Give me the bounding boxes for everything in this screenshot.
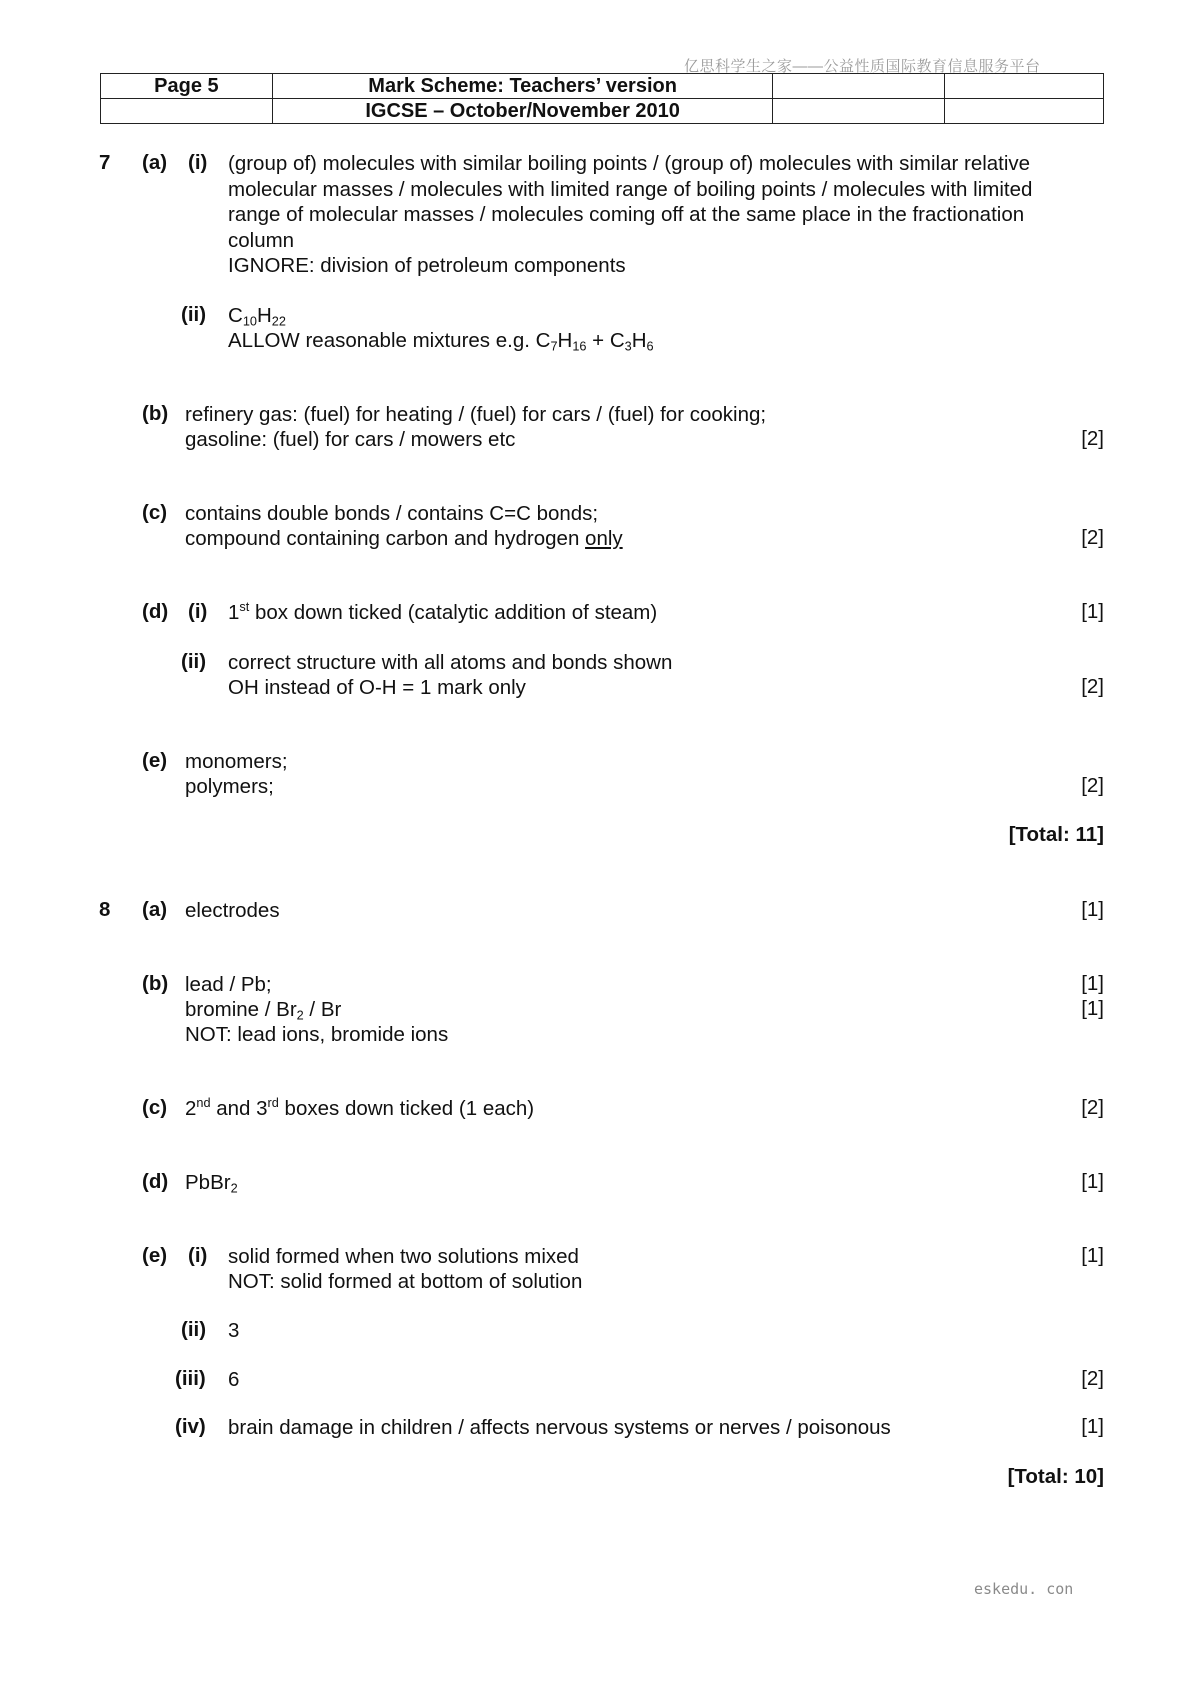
part-label-7e: (e) xyxy=(142,749,168,772)
mark-8c: [2] xyxy=(1081,1096,1104,1119)
subpart-label-7a-ii: (ii) xyxy=(181,303,207,326)
mark-7d-i: [1] xyxy=(1081,600,1104,623)
question-number-7: 7 xyxy=(99,151,111,174)
answer-line: molecular masses / molecules with limited range of boiling points / molecules with limited xyxy=(228,177,1033,201)
document-subtitle: IGCSE – October/November 2010 xyxy=(272,99,773,124)
question-number-8: 8 xyxy=(99,898,111,921)
answer-line: (group of) molecules with similar boiling points / (group of) molecules with similar relative xyxy=(228,152,1031,175)
total-q8: [Total: 10] xyxy=(1007,1465,1104,1488)
part-label-8d: (d) xyxy=(142,1170,169,1193)
answer-8d: PbBr$_2$ xyxy=(185,1171,238,1196)
answer-8a: electrodes xyxy=(185,899,280,922)
answer-7d-i: 1st box down ticked (catalytic addition of steam) xyxy=(228,598,658,624)
mark-8e-ii-iii: [2] xyxy=(1081,1367,1104,1390)
total-q7: [Total: 11] xyxy=(1008,823,1104,846)
header-table xyxy=(100,73,1104,124)
header-cell-empty xyxy=(773,99,945,124)
header-cell-empty xyxy=(773,74,945,99)
subpart-label-7a-i: (i) xyxy=(188,151,208,174)
answer-7c-line2: compound containing carbon and hydrogen only xyxy=(185,527,623,550)
answer-line: range of molecular masses / molecules coming off at the same place in the fractionation xyxy=(228,203,1025,226)
part-label-7b: (b) xyxy=(142,402,169,425)
answer-8b-line2: bromine / $Br_2$ / Br xyxy=(185,998,342,1023)
part-label-7d: (d) xyxy=(142,600,169,623)
part-label-8c: (c) xyxy=(142,1096,168,1119)
mark-8d: [1] xyxy=(1081,1170,1104,1193)
answer-7d-ii-line1: correct structure with all atoms and bonds shown xyxy=(228,651,673,674)
watermark-text: 亿思科学生之家——公益性质国际教育信息服务平台 xyxy=(684,58,1041,75)
answer-8e-i-line2: NOT: solid formed at bottom of solution xyxy=(228,1270,583,1293)
header-cell-empty xyxy=(101,99,273,124)
answer-line: IGNORE: division of petroleum components xyxy=(228,254,626,277)
header-cell-empty xyxy=(945,74,1104,99)
answer-8e-i-line1: solid formed when two solutions mixed xyxy=(228,1245,579,1268)
answer-7d-ii-line2: OH instead of O-H = 1 mark only xyxy=(228,676,526,699)
page-number: Page 5 xyxy=(101,74,273,99)
answer-7a-i xyxy=(228,151,1104,279)
subpart-label-8e-iii: (iii) xyxy=(175,1367,206,1390)
part-label-8b: (b) xyxy=(142,972,169,995)
answer-7c-line1: contains double bonds / contains C=C bonds; xyxy=(185,502,599,525)
answer-line: column xyxy=(228,228,295,252)
answer-7b-line1: refinery gas: (fuel) for heating / (fuel) for cars / (fuel) for cooking; xyxy=(185,403,767,426)
answer-8e-iii: 6 xyxy=(228,1368,240,1391)
mark-7d-ii: [2] xyxy=(1081,675,1104,698)
answer-7e-line2: polymers; xyxy=(185,775,274,798)
mark-7c: [2] xyxy=(1081,526,1104,549)
part-label-8a: (a) xyxy=(142,898,168,921)
footer-watermark: eskedu. con xyxy=(974,1580,1074,1598)
mark-8b-line1: [1] xyxy=(1081,972,1104,995)
subpart-label-8e-i: (i) xyxy=(188,1244,208,1267)
subpart-label-7d-i: (i) xyxy=(188,600,208,623)
mark-8b-line2: [1] xyxy=(1081,997,1104,1020)
answer-8b-line1: lead / Pb; xyxy=(185,973,272,996)
answer-8b-line3: NOT: lead ions, bromide ions xyxy=(185,1023,449,1046)
mark-7e: [2] xyxy=(1081,774,1104,797)
mark-8e-i: [1] xyxy=(1081,1244,1104,1267)
part-label-8e: (e) xyxy=(142,1244,168,1267)
formula-decane: $C_{10}H_{22}$ xyxy=(228,304,286,329)
underlined-only: only xyxy=(585,527,623,550)
mark-8e-iv: [1] xyxy=(1081,1415,1104,1438)
answer-8e-iv: brain damage in children / affects nervous systems or nerves / poisonous xyxy=(228,1416,891,1439)
answer-8c: 2nd and 3rd boxes down ticked (1 each) xyxy=(185,1094,535,1120)
answer-7e-line1: monomers; xyxy=(185,750,288,773)
answer-8e-ii: 3 xyxy=(228,1319,240,1342)
part-label-7c: (c) xyxy=(142,501,168,524)
mark-7b: [2] xyxy=(1081,427,1104,450)
subpart-label-8e-iv: (iv) xyxy=(175,1415,206,1438)
document-title: Mark Scheme: Teachers’ version xyxy=(272,74,773,99)
answer-7b-line2: gasoline: (fuel) for cars / mowers etc xyxy=(185,428,516,451)
part-label-7a: (a) xyxy=(142,151,168,174)
allow-note-7a-ii: ALLOW reasonable mixtures e.g. $C_7H_{16} + C_3H_6$ xyxy=(228,329,654,354)
subpart-label-8e-ii: (ii) xyxy=(181,1318,207,1341)
mark-8a: [1] xyxy=(1081,898,1104,921)
subpart-label-7d-ii: (ii) xyxy=(181,650,207,673)
header-cell-empty xyxy=(945,99,1104,124)
